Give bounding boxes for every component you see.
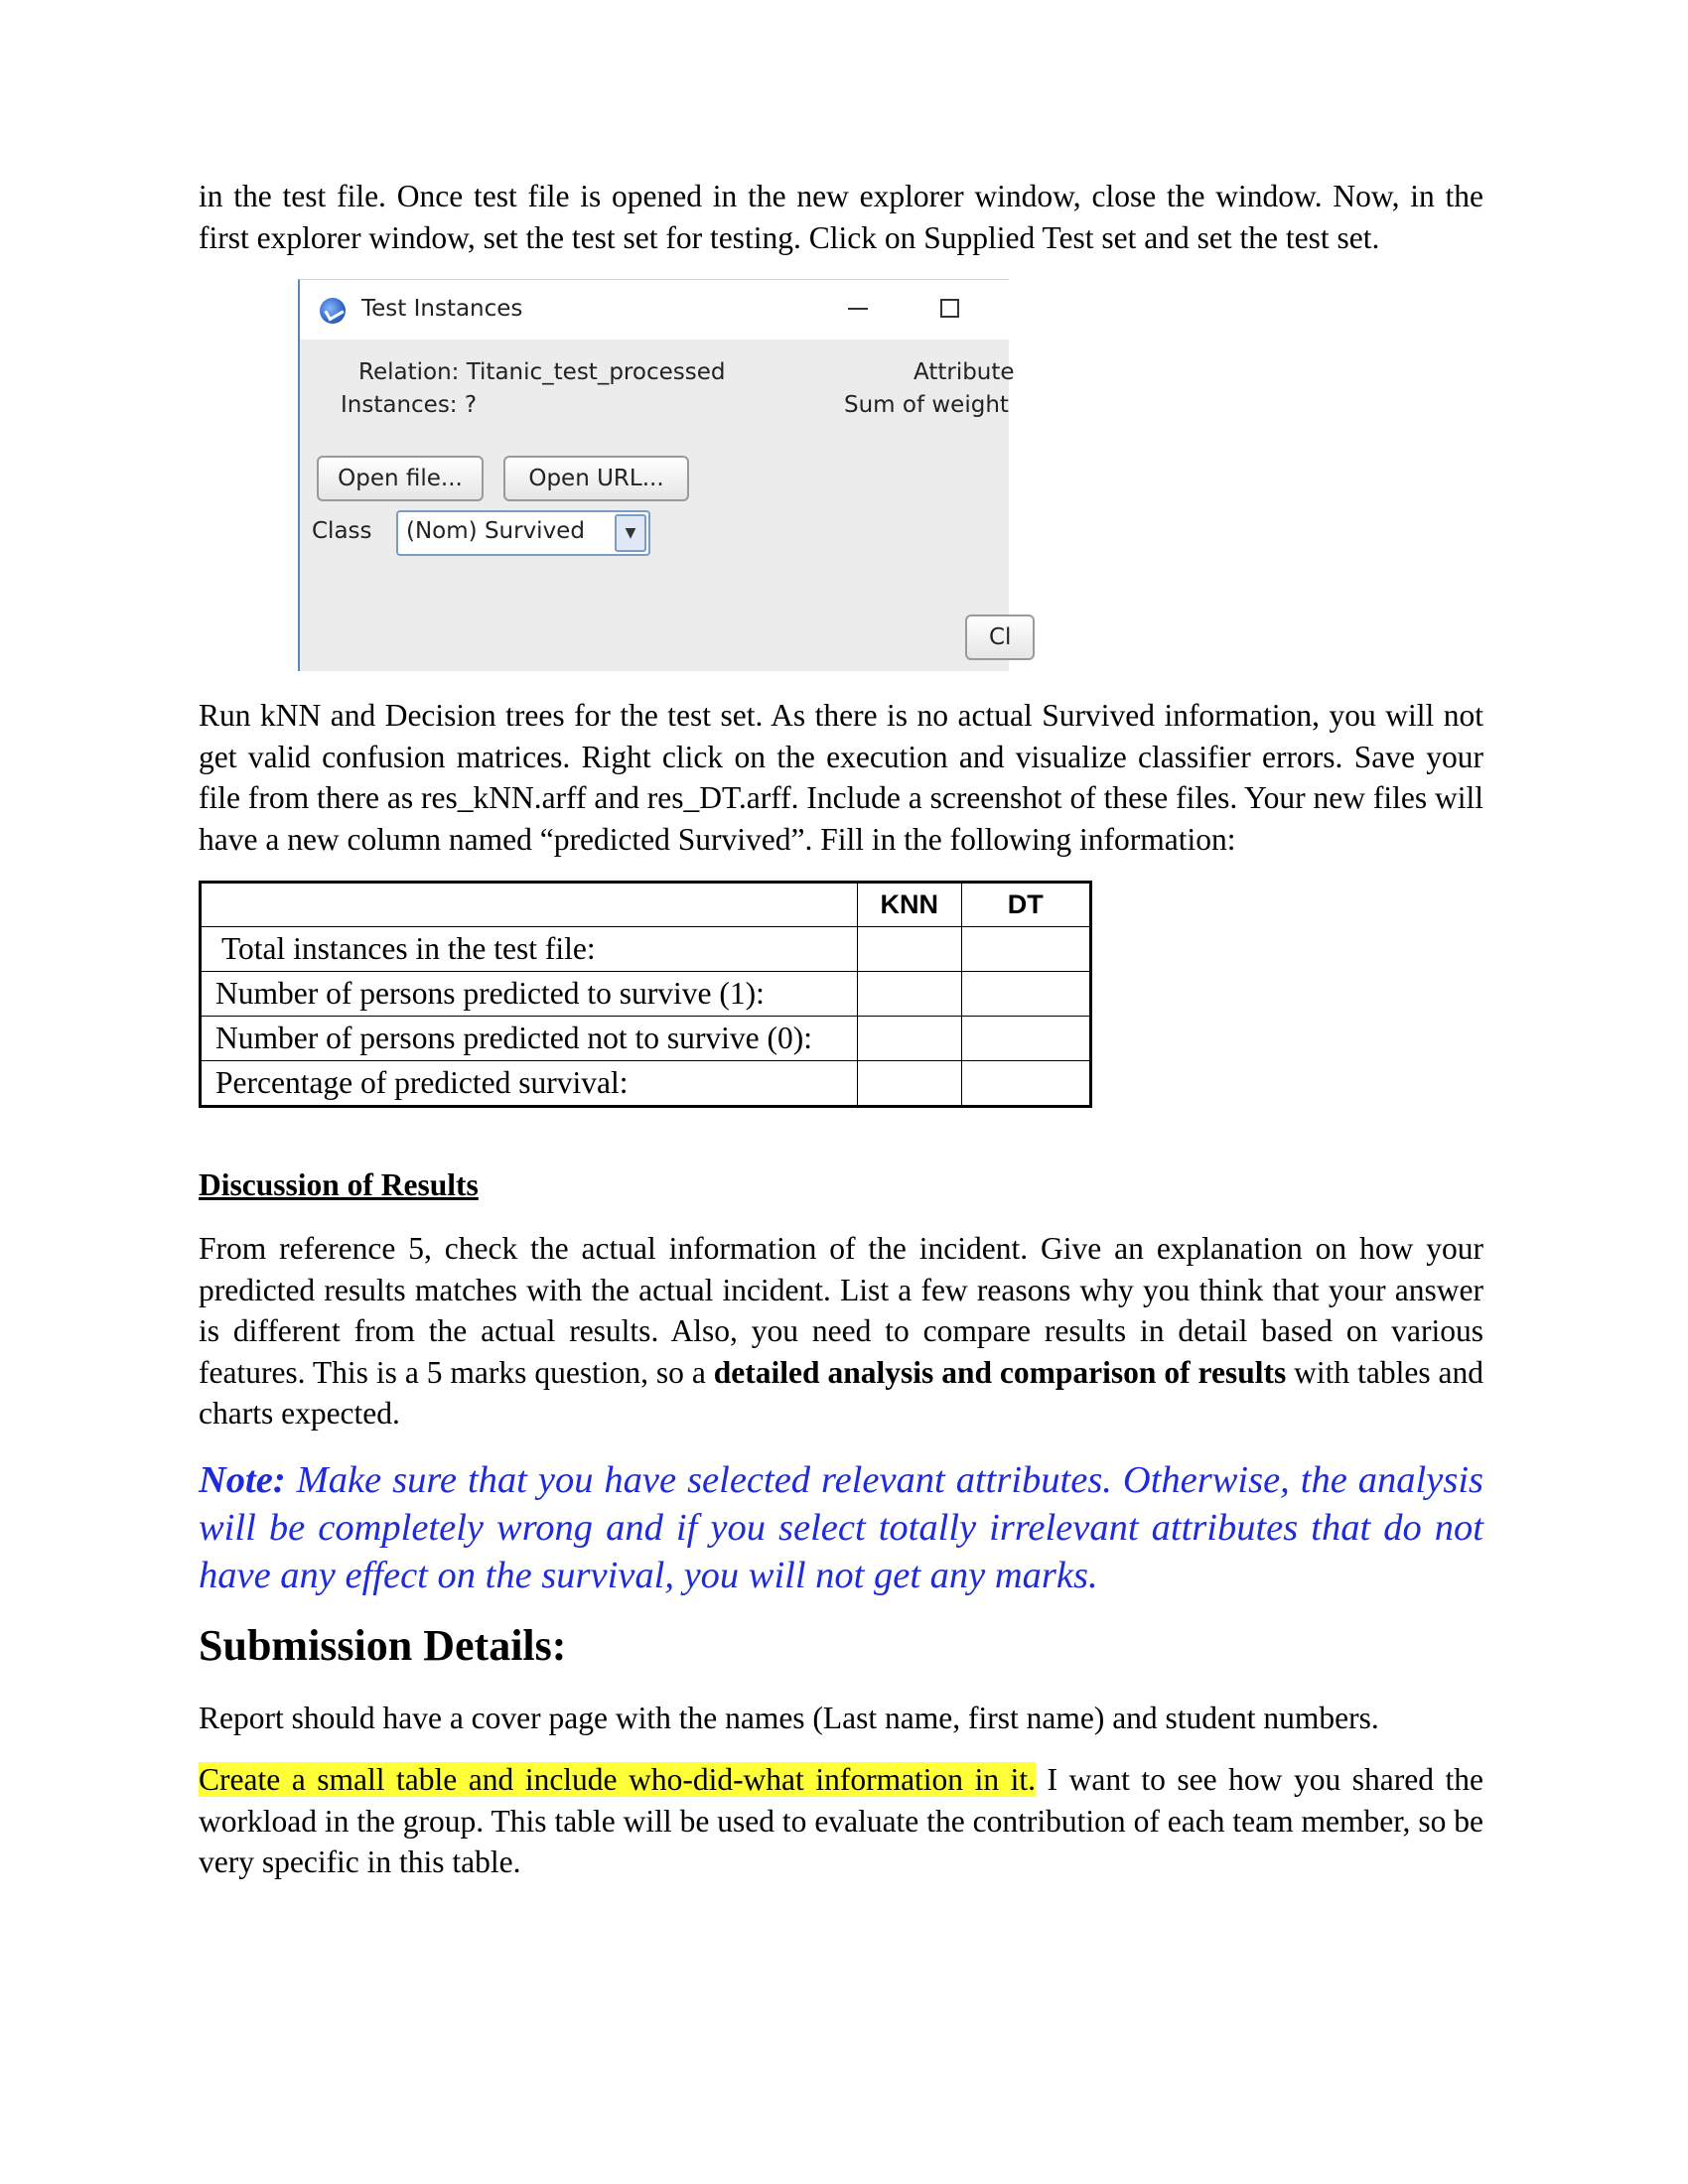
row-label-not-survive: Number of persons predicted not to survive (0): (201, 1017, 858, 1061)
discussion-paragraph (199, 1228, 1483, 1434)
note-paragraph (199, 1456, 1483, 1599)
highlighted-instruction: Create a small table and include who-did-what information in it. (199, 1762, 1037, 1797)
table-header-dt: DT (961, 883, 1090, 927)
discussion-text-end: with tables and charts expected. (199, 1354, 1483, 1431)
intro-paragraph: in the test file. Once test file is opened in the new explorer window, close the window. Now, in the first explorer window, set the test set for testing. Click on Supplied Test set and set the test set. (199, 179, 1483, 255)
cell-knn-total[interactable] (857, 927, 961, 972)
table-header-knn: KNN (857, 883, 961, 927)
table-row (201, 927, 1091, 972)
close-button[interactable]: Cl (965, 614, 1035, 660)
open-url-button[interactable]: Open URL... (503, 456, 689, 501)
chevron-down-icon[interactable]: ▼ (615, 514, 646, 552)
attributes-label: Attribute (914, 359, 1015, 385)
cell-dt-not-survive[interactable] (961, 1017, 1090, 1061)
open-file-button[interactable]: Open file... (317, 456, 484, 501)
instances-label: Instances: ? (341, 392, 478, 418)
sum-of-weights-label: Sum of weight (844, 392, 1009, 418)
cell-dt-survive[interactable] (961, 972, 1090, 1017)
class-label: Class (312, 518, 372, 544)
class-select-value: (Nom) Survived (406, 518, 585, 544)
note-text: Make sure that you have selected relevant attributes. Otherwise, the analysis will be completely wrong and if you select totally irrelevant attributes that do not have any effect on the survival, you will not get any marks. (199, 1459, 1483, 1596)
table-header-blank (201, 883, 858, 927)
table-row (201, 972, 1091, 1017)
who-did-what-paragraph (199, 1759, 1483, 1883)
cover-page-paragraph: Report should have a cover page with the names (Last name, first name) and student numbers. (199, 1701, 1379, 1735)
cell-knn-percentage[interactable] (857, 1061, 961, 1107)
discussion-heading: Discussion of Results (199, 1167, 479, 1202)
dialog-titlebar (300, 280, 1009, 340)
cell-dt-total[interactable] (961, 927, 1090, 972)
dialog-title: Test Instances (361, 296, 523, 322)
cell-knn-not-survive[interactable] (857, 1017, 961, 1061)
weka-app-icon (320, 298, 346, 324)
relation-label: Relation: Titanic_test_processed (358, 359, 726, 385)
row-label-total: Total instances in the test file: (201, 927, 858, 972)
test-instances-dialog-screenshot (298, 279, 1015, 671)
workload-text: I want to see how you shared the workload in the group. This table will be used to evaluate the contribution of each team member, so be very specific in this table. (199, 1762, 1483, 1879)
cell-knn-survive[interactable] (857, 972, 961, 1017)
note-label: Note: (199, 1459, 286, 1501)
maximize-icon[interactable] (940, 299, 959, 318)
table-row (201, 1061, 1091, 1107)
discussion-text-start: From reference 5, check the actual information of the incident. Give an explanation on how your predicted results matches with the actual incident. List a few reasons why you think that your answer is different from the actual results. Also, you need to compare results in detail based on various features. This is a 5 marks question, so a (199, 1231, 1483, 1390)
results-table (199, 881, 1092, 1108)
discussion-text-bold: detailed analysis and comparison of results (713, 1354, 1287, 1390)
table-row (201, 1017, 1091, 1061)
cell-dt-percentage[interactable] (961, 1061, 1090, 1107)
class-select[interactable] (396, 510, 650, 556)
table-header-row (201, 883, 1091, 927)
minimize-icon[interactable] (848, 308, 868, 310)
submission-heading: Submission Details: (199, 1621, 567, 1670)
row-label-survive: Number of persons predicted to survive (1): (201, 972, 858, 1017)
row-label-percentage: Percentage of predicted survival: (201, 1061, 858, 1107)
run-paragraph: Run kNN and Decision trees for the test set. As there is no actual Survived information, you will not get valid confusion matrices. Right click on the execution and visualize classifier errors. Save your file from there as res_kNN.arff and res_DT.arff. Include a screenshot of these files. Your new files will have a new column named “predicted Survived”. Fill in the following information: (199, 698, 1483, 857)
